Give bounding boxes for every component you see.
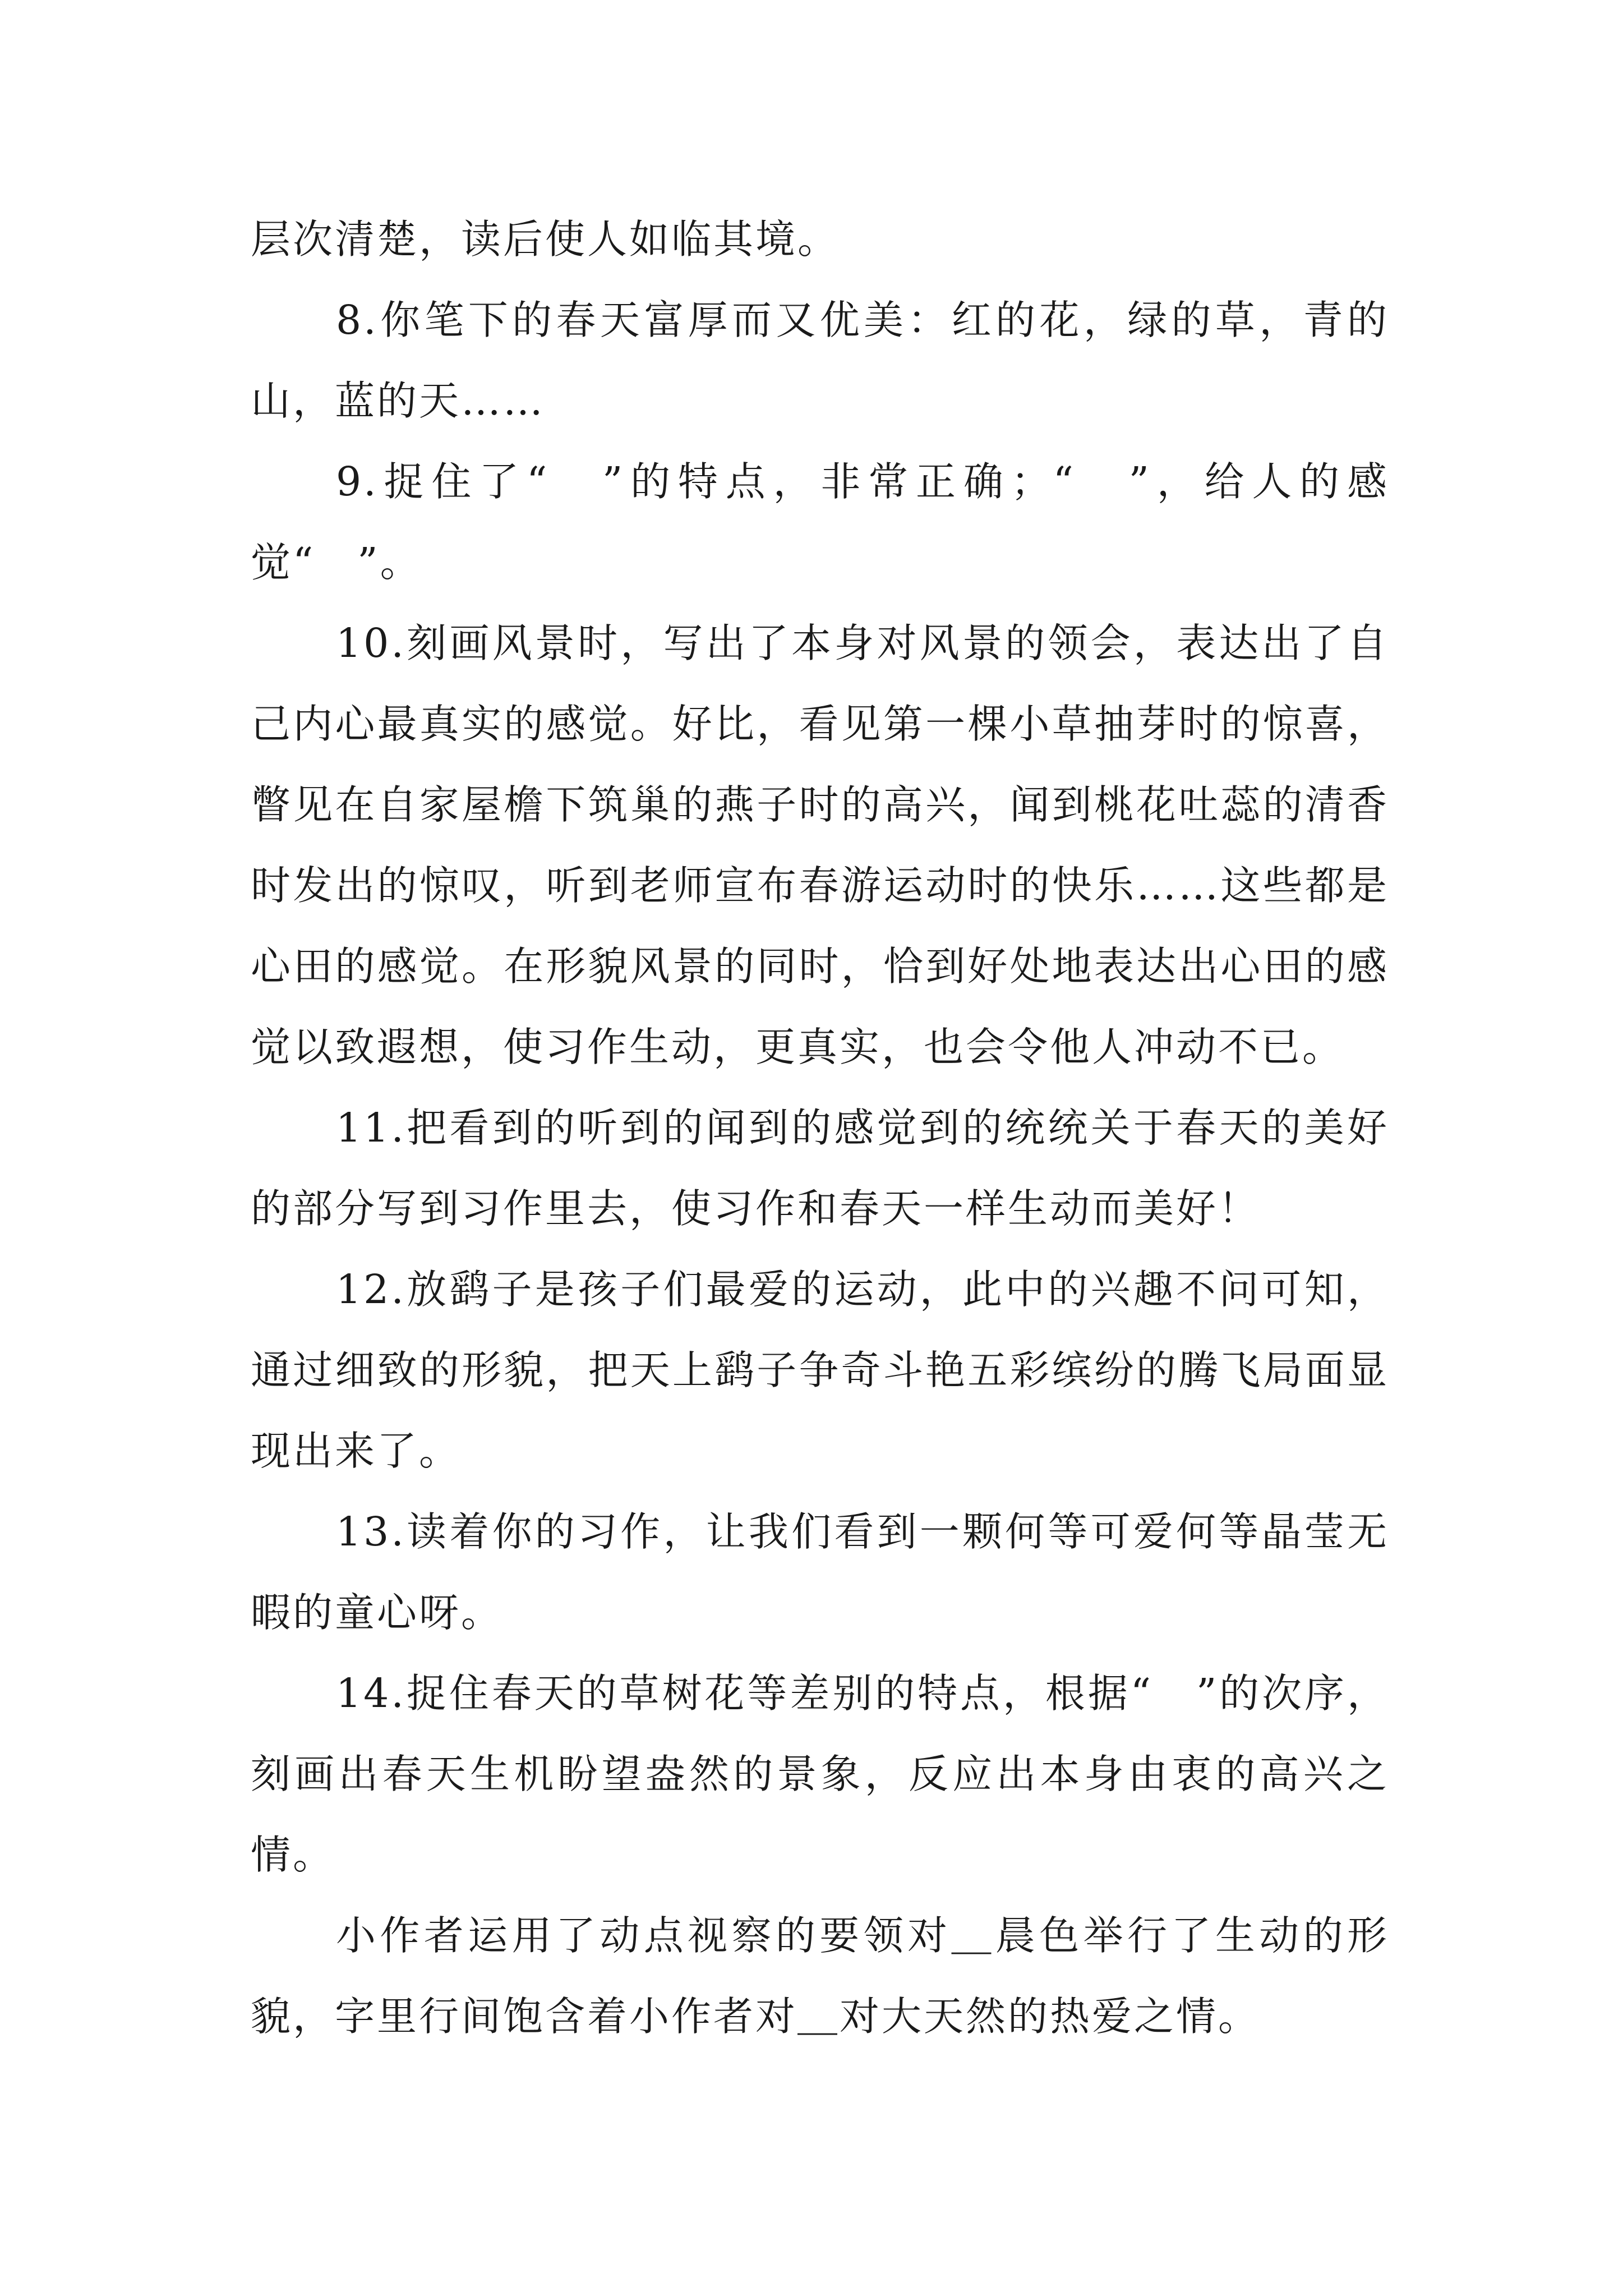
paragraph-item-8: 8.你笔下的春天富厚而又优美：红的花，绿的草，青的山，蓝的天…… [251,297,1389,424]
paragraph-item-12: 12.放鹞子是孩子们最爱的运动，此中的兴趣不问可知，通过细致的形貌，把天上鹞子争奇斗艳五彩缤纷的腾飞局面显现出来了。 [251,1266,1389,1474]
paragraph-closing: 小作者运用了动点视察的要领对＿晨色举行了生动的形貌，字里行间饱含着小作者对＿对大天然的热爱之情。 [251,1912,1389,2040]
paragraph-item-13: 13.读着你的习作，让我们看到一颗何等可爱何等晶莹无暇的童心呀。 [251,1508,1389,1636]
paragraph-item-9: 9.捉住了“ ”的特点，非常正确；“ ”，给人的感觉“ ”。 [251,458,1389,586]
paragraph-item-14: 14.捉住春天的草树花等差别的特点，根据“ ”的次序，刻画出春天生机盼望盎然的景象，反应出本身由衷的高兴之情。 [251,1670,1389,1878]
paragraph-item-10: 10.刻画风景时，写出了本身对风景的领会，表达出了自己内心最真实的感觉。好比，看见第一棵小草抽芽时的惊喜，瞥见在自家屋檐下筑巢的燕子时的高兴，闻到桃花吐蕊的清香时发出的惊叹，听到老师宣布春游运动时的快乐……这些都是心田的感觉。在形貌风景的同时，恰到好处地表达出心田的感觉以致遐想，使习作生动，更真实，也会令他人冲动不已。 [251,620,1389,1070]
paragraph-continuation: 层次清楚，读后使人如临其境。 [251,216,840,263]
paragraph-item-11: 11.把看到的听到的闻到的感觉到的统统关于春天的美好的部分写到习作里去，使习作和春天一样生动而美好！ [251,1105,1389,1232]
document-body [251,199,1389,2057]
